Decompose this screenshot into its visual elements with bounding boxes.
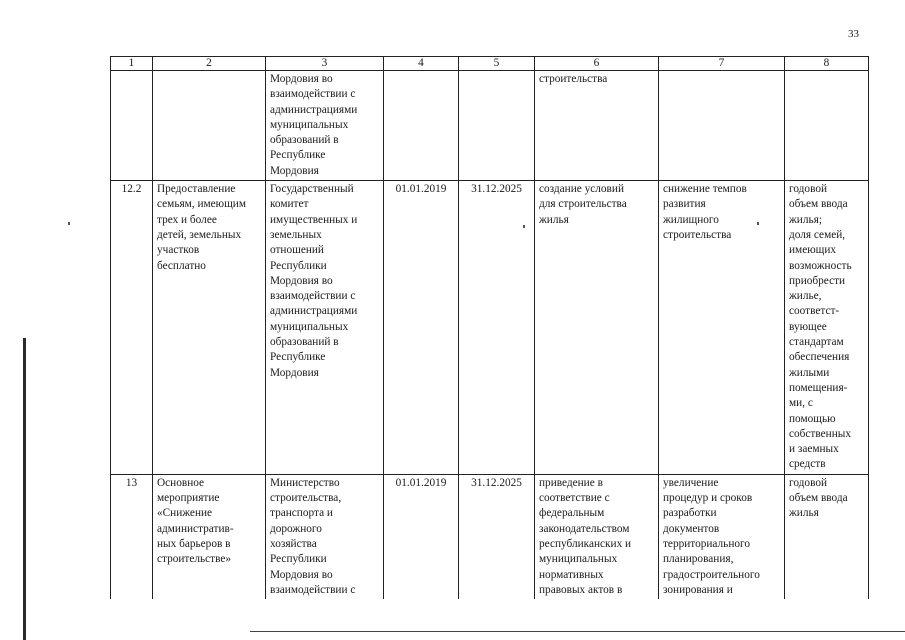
expected-result-cell: строительства [535, 71, 659, 181]
expected-result-cell: создание условий для строительства жилья [535, 181, 659, 475]
page-number: 33 [848, 28, 859, 40]
end-date-cell: 31.12.2025 [459, 181, 535, 475]
row-number-cell [111, 71, 153, 181]
column-number-3: 3 [266, 57, 384, 71]
start-date-cell: 01.01.2019 [384, 474, 459, 599]
measures-table [110, 56, 869, 599]
executor-cell: Государственный комитет имущественных и земельных отношений Республики Мордовия во взаимодействии с администрациями муниципальных образований в Республике Мордовия [266, 181, 384, 475]
consequence-cell: снижение темпов развития жилищного строительства [659, 181, 785, 475]
executor-cell: Министерство строительства, транспорта и дорожного хозяйства Республики Мордовия во взаимодействии с [266, 474, 384, 599]
start-date-cell: 01.01.2019 [384, 181, 459, 475]
column-number-1: 1 [111, 57, 153, 71]
row-number-cell: 13 [111, 474, 153, 599]
column-number-8: 8 [785, 57, 869, 71]
indicator-cell: годовой объем ввода жилья [785, 474, 869, 599]
consequence-cell: увеличение процедур и сроков разработки документов территориального планирования, градостроительного зонирования и [659, 474, 785, 599]
measure-name-cell: Предоставление семьям, имеющим трех и более детей, земельных участков бесплатно [153, 181, 266, 475]
column-number-6: 6 [535, 57, 659, 71]
row-number-cell: 12.2 [111, 181, 153, 475]
column-number-7: 7 [659, 57, 785, 71]
measure-name-cell [153, 71, 266, 181]
executor-cell: Мордовия во взаимодействии с администрациями муниципальных образований в Республике Мордовия [266, 71, 384, 181]
column-number-4: 4 [384, 57, 459, 71]
scan-speck [68, 222, 70, 225]
indicator-cell: годовой объем ввода жилья; доля семей, имеющих возможность приобрести жилье, соответст- вующее стандартам обеспечения жилыми помещения- ми, с помощью собственных и заемных средств [785, 181, 869, 475]
start-date-cell [384, 71, 459, 181]
expected-result-cell: приведение в соответствие с федеральным законодательством республиканских и муниципальных нормативных правовых актов в [535, 474, 659, 599]
indicator-cell [785, 71, 869, 181]
table-row [111, 474, 869, 599]
end-date-cell [459, 71, 535, 181]
column-number-row [111, 57, 869, 71]
column-number-2: 2 [153, 57, 266, 71]
scan-speck [757, 222, 759, 225]
consequence-cell [659, 71, 785, 181]
end-date-cell: 31.12.2025 [459, 474, 535, 599]
scan-speck [523, 225, 525, 228]
table-row [111, 71, 869, 181]
scan-edge-line [23, 338, 26, 640]
measure-name-cell: Основное мероприятие «Снижение административ- ных барьеров в строительстве» [153, 474, 266, 599]
table-row [111, 181, 869, 475]
column-number-5: 5 [459, 57, 535, 71]
scan-bottom-line [250, 631, 905, 632]
